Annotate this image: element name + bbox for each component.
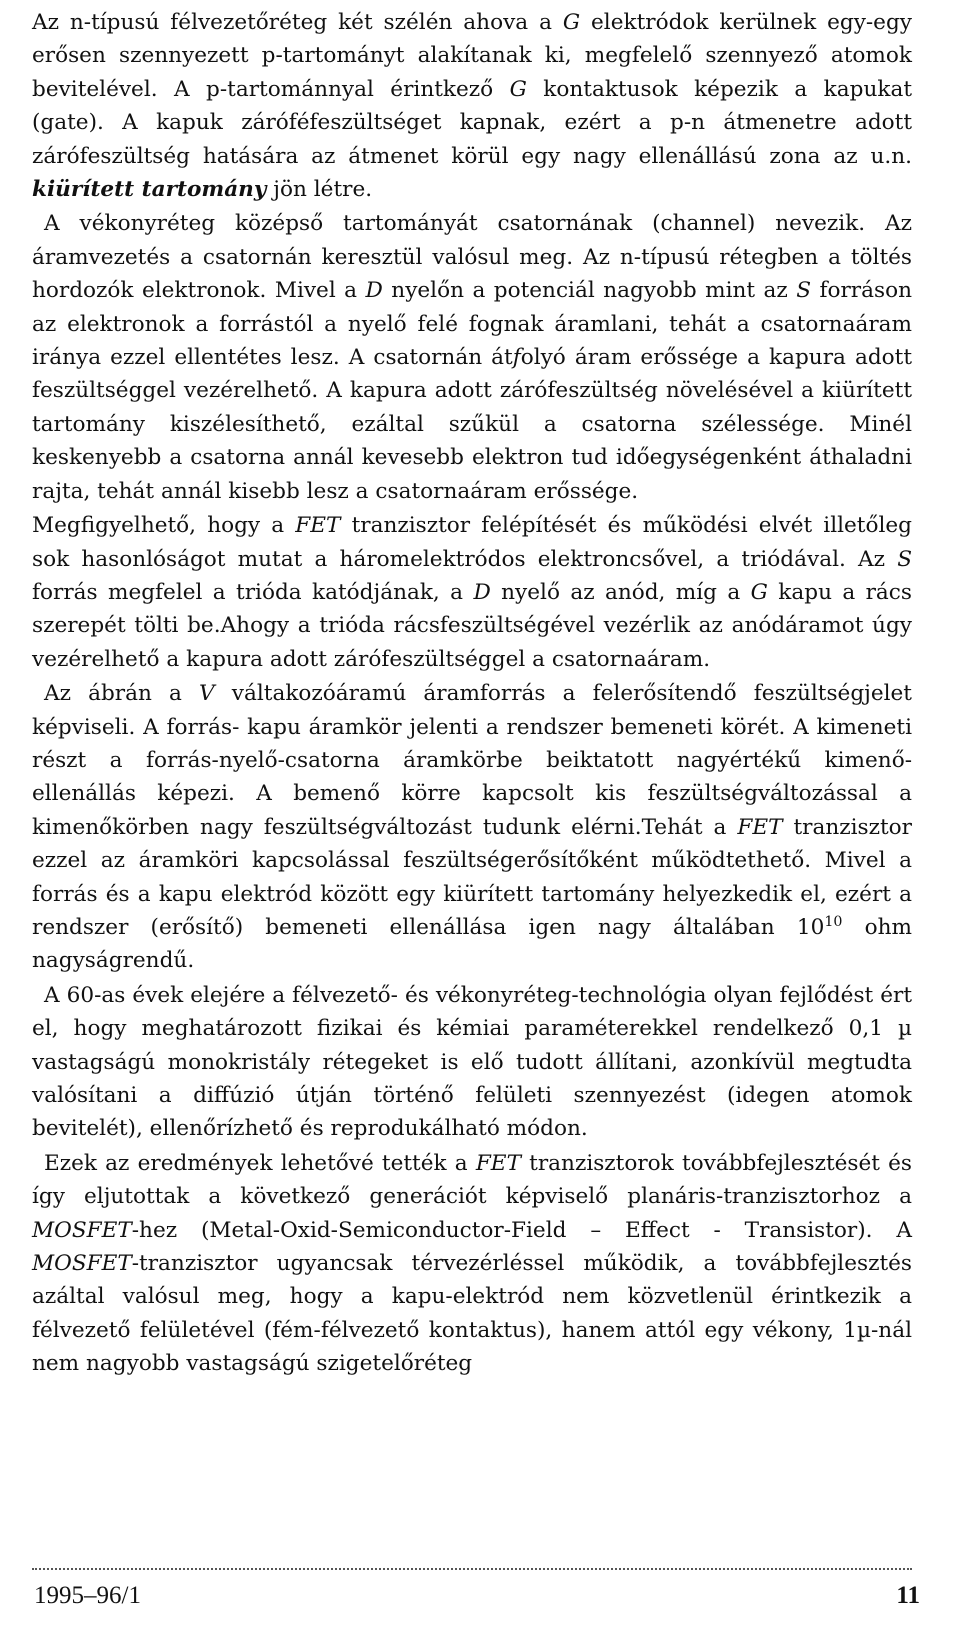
page-number: 11 [896,1582,920,1609]
italic-term: f [512,345,521,371]
text-run: tranzisztorok továbbfejlesztését és így eljutottak a következő generációt képviselő planáris-tranzisztorhoz a [32,1150,912,1210]
text-run: Megfigyelhető, hogy a [32,513,296,539]
paragraph [32,979,912,1146]
italic-term: V [199,681,215,707]
text-run: nyelő az anód, míg a [490,579,751,605]
paragraph [32,6,912,206]
text-run: ohm nagyságrendű. [32,914,912,974]
italic-term: D [473,579,491,605]
italic-term: S [796,278,812,304]
paragraph [32,509,912,676]
paragraph [32,1147,912,1381]
footer-divider [32,1568,912,1570]
italic-term: D [365,278,383,304]
italic-term: S [897,546,912,572]
article-body [32,6,912,1381]
text-run: A vékonyréteg középső tartományát csatornának (channel) nevezik. Az áramvezetés a csatornán keresztül valósul meg. Az n-típusú rétegben a töltés hordozók elektronok. Mivel a [32,211,912,304]
paragraph [32,207,912,508]
text-run: forrás megfelel a trióda katódjának, a [32,579,474,605]
italic-term: FET [295,513,341,539]
text-run: Az n-típusú félvezetőréteg két szélén ahova a [32,10,563,35]
emphasis-term-wrapper [32,177,266,202]
text-run: olyó áram erőssége a kapura adott feszültséggel vezérelhető. A kapura adott zárófeszültség növelésével a kiürített tartomány kiszélesíthető, ezáltal szűkül a csatorna szélessége. Minél keskenyebb a csatorna annál kevesebb elektron tud időegységenként áthaladni rajta, tehát annál kisebb lesz a csatornaáram erőssége. [32,345,913,504]
italic-term: FET [737,814,783,840]
italic-term: G [509,76,527,102]
text-run: váltakozóáramú áramforrás a felerősítendő feszültségjelet képviseli. A forrás- kapu áramkör jelenti a rendszer bemeneti körét. A kimeneti részt a forrás-nyelő-csatorna áramkörbe beiktatott nagyértékű kimenő-ellenállás képezi. A bemenő körre kapcsolt kis feszültségváltozással a kimenőkörben nagy feszültségváltozást tudunk elérni.Tehát a [32,681,912,840]
issue-number: 1995–96/1 [34,1582,141,1609]
italic-term: G [750,579,768,605]
italic-term: G [562,10,581,35]
text-run: nyelőn a potenciál nagyobb mint az [382,278,797,304]
text-run: kontaktusok képezik a kapukat (gate). A kapuk záróféfeszültséget kapnak, ezért a p-n átmenetre adott zárófeszültség hatására az átmenet körül egy nagy ellenállású zona az u.n. [32,76,912,169]
text-run: -hez (Metal-Oxid-Semiconductor-Field – Effect - Transistor). A [131,1217,912,1243]
italic-term: MOSFET [32,1251,132,1277]
italic-term: MOSFET [32,1217,132,1243]
paragraph [32,677,912,978]
text-run: forráson az elektronok a forrástól a nyelő felé fognak áramlani, tehát a csatornaáram iránya ezzel ellentétes lesz. A csatornán át [32,278,912,371]
text-run: -tranzisztor ugyancsak térvezérléssel működik, a továbbfejlesztés azáltal valósul meg, hogy a kapu-elektród nem közvetlenül érintkezik a félvezető felületével (fém-félvezető kontaktus), hanem attól egy vékony, 1µ-nál nem nagyobb vastagságú szigetelőréteg [32,1251,912,1377]
text-run: Ezek az eredmények lehetővé tették a [44,1150,476,1176]
text-run: jön létre. [266,177,373,203]
text-run: tranzisztor ezzel az áramköri kapcsolással feszültségerősítőként működtethető. Mivel a forrás és a kapu elektród között egy kiürített tartomány helyezkedik el, ezért a rendszer (erősítő) bemeneti ellenállása igen nagy általában 10 [32,814,912,940]
italic-term: FET [475,1150,521,1176]
text-run: elektródok kerülnek egy-egy erősen szennyezett p-tartományt alakítanak ki, megfelelő szennyező atomok bevitelével. A p-tartománnyal érintkező [32,10,912,102]
text-run: tranzisztor felépítését és működési elvét illetőleg sok hasonlóságot mutat a háromelektródos elektroncsővel, a triódával. Az [32,513,912,572]
emphasis-term: kiürített tartomány [32,177,267,203]
text-run: Az ábrán a [44,681,200,707]
text-run: A 60-as évek elejére a félvezető- és vékonyréteg-technológia olyan fejlődést ért el, hogy meghatározott fizikai és kémiai paraméterekkel rendelkező 0,1 µ vastagságú monokristály rétegeket is elő tudott állítani, azonkívül megtudta valósítani a diffúzió útján történő felületi szennyezést (idegen atomok bevitelét), ellenőrízhető és reprodukálható módon. [32,982,912,1142]
text-run: kapu a rács szerepét tölti be.Ahogy a trióda rácsfeszültségével vezérlik az anódáramot úgy vezérelhető a kapura adott zárófeszültséggel a csatornaáram. [32,579,912,672]
superscript: 10 [824,913,843,930]
